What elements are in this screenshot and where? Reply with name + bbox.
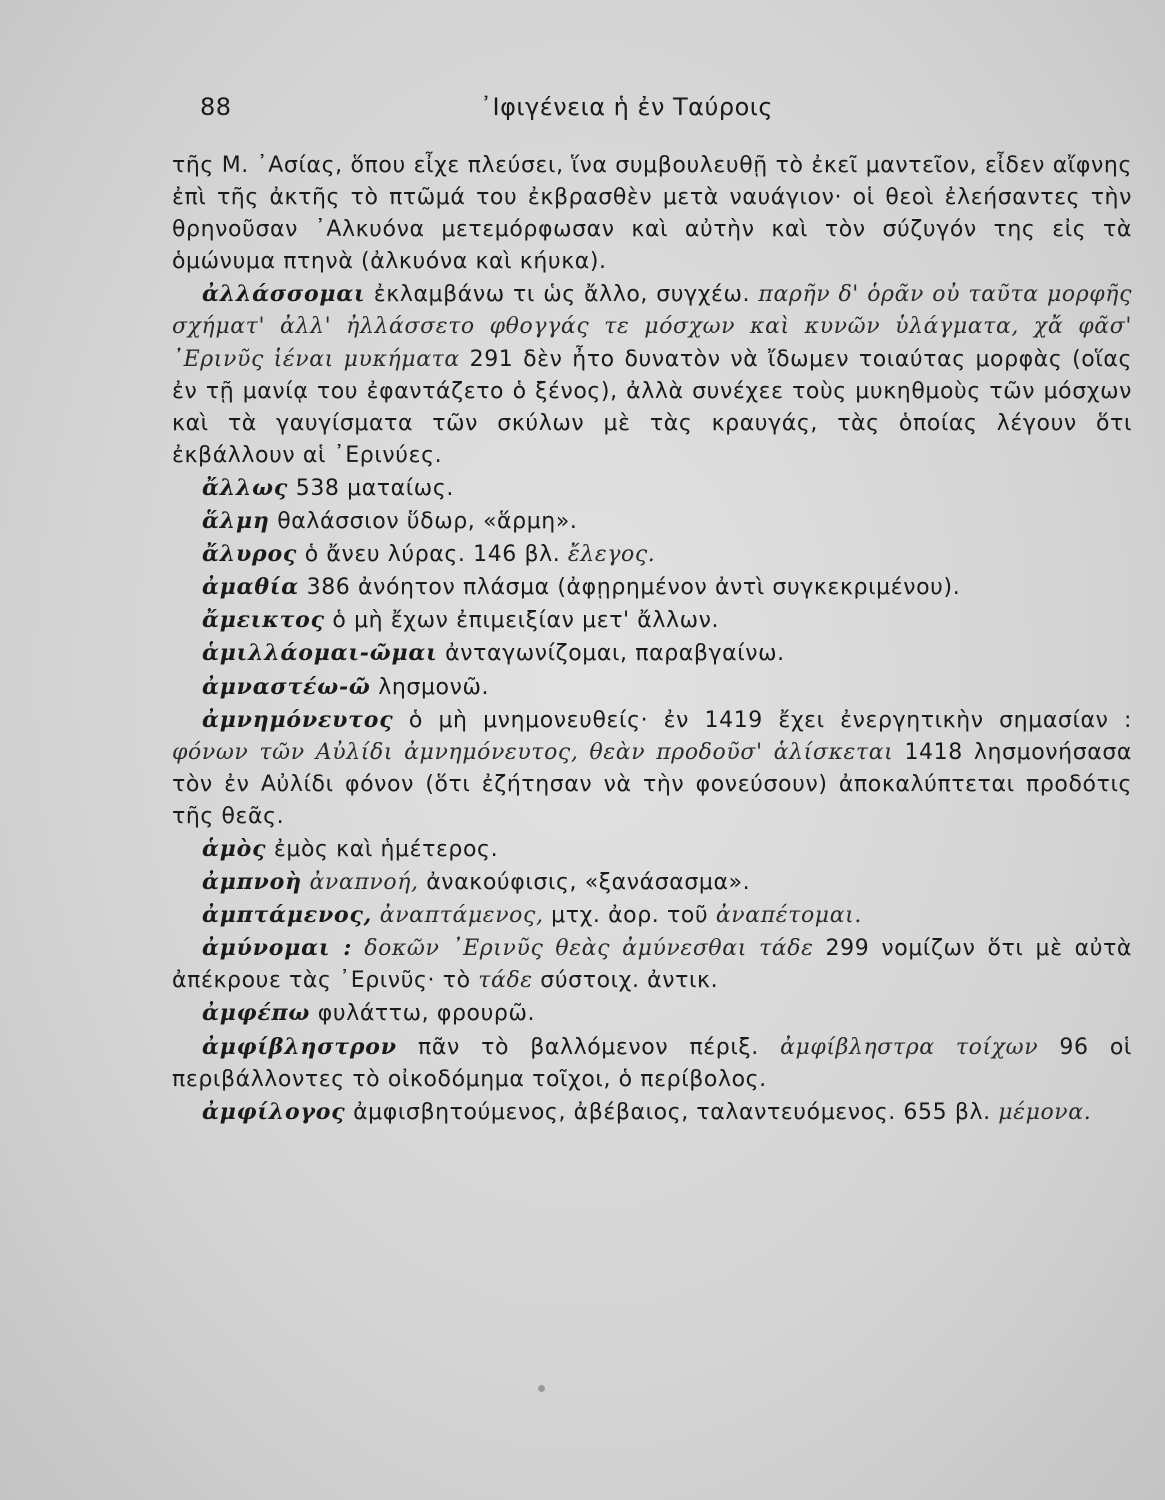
glossary-entry xyxy=(172,833,1132,866)
glossary-entry xyxy=(172,899,1132,932)
glossary-entry xyxy=(172,538,1132,571)
entry-gloss: λησμονῶ. xyxy=(370,674,490,700)
glossary-entry xyxy=(172,571,1132,604)
glossary-entry xyxy=(172,472,1132,505)
glossary-entry xyxy=(172,1031,1132,1096)
entry-gloss: 386 ἀνόητον πλάσμα (ἀφῃρημένον ἀντὶ συγκεκριμένου). xyxy=(299,575,961,601)
entry-gloss: 1418 λησμονήσασα τὸν ἐν Αὐλίδι φόνον (ὅτι ἐζήτησαν νὰ τὴν φονεύσουν) ἀποκαλύπτεται προδότις τῆς θεᾶς. xyxy=(172,739,1132,829)
glossary-entry xyxy=(172,505,1132,538)
entry-lemma: ἀλλάσσομαι xyxy=(202,281,366,308)
entry-citation: ἀναπνοή, xyxy=(309,870,419,896)
entry-gloss: ἐμὸς καὶ ἡμέτερος. xyxy=(266,836,499,862)
entry-lemma: ἀμφίλογος xyxy=(202,1098,346,1125)
glossary-entry xyxy=(172,997,1132,1030)
entry-lemma: ἀμφέπω xyxy=(202,1000,311,1027)
glossary-entry xyxy=(172,932,1132,997)
entry-gloss: φυλάττω, φρουρῶ. xyxy=(310,1001,536,1027)
page-header xyxy=(200,93,900,133)
entry-lemma: ἀμαθία xyxy=(202,574,300,601)
entry-citation: μέμονα. xyxy=(998,1099,1092,1125)
entry-lemma: ἅλμη xyxy=(202,508,270,535)
entry-lemma: ἀμφίβληστρον xyxy=(202,1033,397,1060)
entry-citation: ἀμφίβληστρα τοίχων xyxy=(780,1034,1039,1060)
entry-lemma: ἄμεικτος xyxy=(202,607,325,634)
entry-lemma: ἄλλως xyxy=(202,474,289,501)
entry-gloss: σύστοιχ. ἀντικ. xyxy=(532,968,719,994)
entry-gloss: πᾶν τὸ βαλλόμενον πέριξ. xyxy=(396,1034,781,1060)
entry-citation: φόνων τῶν Αὐλίδι ἀμνημόνευτος, θεὰν προδοῦσ' ἁλίσκεται xyxy=(172,739,894,765)
page-number: 88 xyxy=(200,93,232,121)
glossary-entry xyxy=(172,671,1132,704)
entry-gloss: 299 νομίζων ὅτι μὲ αὐτὰ ἀπέκρουε τὰς ᾿Ερινῦς· τὸ xyxy=(172,936,1133,994)
entry-gloss: 538 ματαίως. xyxy=(288,475,454,501)
glossary-entry xyxy=(172,278,1132,472)
running-title: ᾿Ιφιγένεια ἡ ἐν Ταύροις xyxy=(480,93,773,121)
entry-gloss: 291 δὲν ἦτο δυνατὸν νὰ ἴδωμεν τοιαύτας μορφὰς (οἵας ἐν τῇ μανίᾳ του ἐφαντάζετο ὁ ξένος), ἀλλὰ συνέχεε τοὺς μυκηθμοὺς τῶν μόσχων καὶ τὰ γαυγίσματα τῶν σκύλων μὲ τὰς κραυγάς, τὰς ὁποίας λέγουν ὅτι ἐκβάλλουν αἱ ᾿Ερινύες. xyxy=(172,346,1133,468)
entry-gloss: θαλάσσιον ὕδωρ, «ἅρμη». xyxy=(269,509,578,535)
paper-speck xyxy=(538,1385,545,1392)
entry-lemma: ἀμπνοὴ xyxy=(202,869,302,896)
glossary-entry xyxy=(172,1096,1132,1129)
glossary-entry xyxy=(172,866,1132,899)
entry-citation: ἔλεγος. xyxy=(567,542,656,568)
glossary-entry xyxy=(172,604,1132,637)
entry-citation: ἀναπτάμενος, xyxy=(379,903,544,929)
entry-lemma: ἁμιλλάομαι-ῶμαι xyxy=(202,640,438,667)
entry-citation: τάδε xyxy=(478,968,533,994)
opening-paragraph: τῆς Μ. ᾿Ασίας, ὅπου εἶχε πλεύσει, ἵνα συμβουλευθῇ τὸ ἐκεῖ μαντεῖον, εἶδεν αἴφνης ἐπὶ τῆς ἀκτῆς τὸ πτῶμά του ἐκβρασθὲν μετὰ ναυάγιον· οἱ θεοὶ ἐλεήσαντες τὴν θρηνοῦσαν ᾿Αλκυόνα μετεμόρφωσαν καὶ αὐτὴν καὶ τὸν σύζυγόν της εἰς τὰ ὁμώνυμα πτηνὰ (ἀλκυόνα καὶ κήυκα). xyxy=(172,153,1132,275)
glossary-entry xyxy=(172,637,1132,670)
entry-gloss xyxy=(352,936,364,961)
glossary-text xyxy=(172,150,1132,1129)
entry-gloss: ὁ μὴ ἔχων ἐπιμειξίαν μετ' ἄλλων. xyxy=(324,608,720,634)
entry-lemma: ἄλυρος xyxy=(202,541,298,568)
entry-gloss: ὁ ἄνευ λύρας. 146 βλ. xyxy=(297,542,568,568)
entry-gloss: ὁ μὴ μνημονευθείς· ἐν 1419 ἔχει ἐνεργητικὴν σημασίαν : xyxy=(393,707,1132,733)
entry-lemma: ἀμύνομαι : xyxy=(202,935,353,962)
entry-lemma: ἁμὸς xyxy=(202,835,267,862)
entry-lemma: ἀμναστέω-ῶ xyxy=(202,673,371,700)
glossary-entries xyxy=(172,278,1132,1128)
entry-gloss xyxy=(372,903,380,928)
entry-gloss: ἀνταγωνίζομαι, παραβγαίνω. xyxy=(437,641,785,667)
glossary-entry xyxy=(172,704,1132,833)
entry-gloss: ἀνακούφισις, «ξανάσασμα». xyxy=(418,870,751,896)
entry-gloss: μτχ. ἀορ. τοῦ xyxy=(543,903,716,929)
entry-gloss: ἀμφισβητούμενος, ἀβέβαιος, ταλαντευόμενος. 655 βλ. xyxy=(345,1099,999,1125)
entry-gloss: 96 οἱ περιβάλλοντες τὸ οἰκοδόμημα τοῖχοι, ὁ περίβολος. xyxy=(172,1034,1132,1092)
entry-lemma: ἀμνημόνευτος xyxy=(202,706,394,733)
entry-gloss: ἐκλαμβάνω τι ὡς ἄλλο, συγχέω. xyxy=(365,282,759,308)
entry-lemma: ἀμπτάμενος, xyxy=(202,902,373,929)
entry-citation: παρῆν δ' ὁρᾶν οὐ ταῦτα μορφῆς σχήματ' ἀλλ' ἠλλάσσετο φθογγάς τε μόσχων καὶ κυνῶν ὑλάγματα, χἄ φᾶσ' ᾿Ερινῦς ἱέναι μυκήματα xyxy=(172,282,1132,372)
entry-citation: δοκῶν ᾿Ερινῦς θεὰς ἀμύνεσθαι τάδε xyxy=(364,936,814,962)
entry-citation: ἀναπέτομαι. xyxy=(715,903,862,929)
